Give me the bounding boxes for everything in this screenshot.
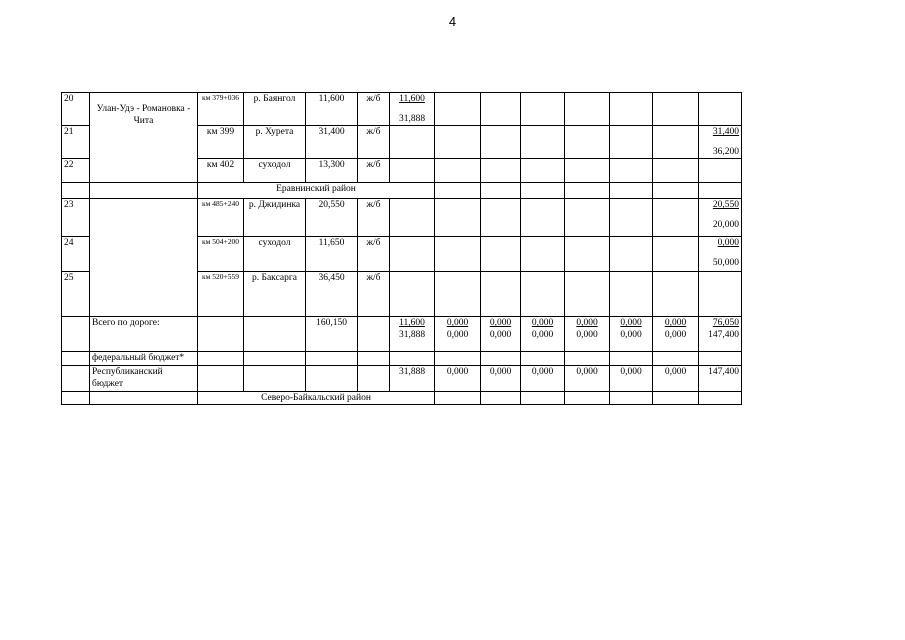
- table-row: [62, 199, 742, 237]
- total-value-top: 0,000: [531, 318, 554, 328]
- total-value-bottom: 0,000: [489, 330, 512, 340]
- km-mark: км 520+559: [202, 272, 239, 281]
- total-value-top: 0,000: [576, 318, 598, 328]
- length-value: 20,550: [306, 199, 358, 237]
- value-top: 0,000: [717, 238, 739, 248]
- total-value-top: 0,000: [489, 318, 512, 328]
- bridge-type: ж/б: [358, 272, 390, 317]
- republic-budget-row: [62, 366, 742, 392]
- km-mark: км 485+240: [202, 199, 239, 208]
- republic-value: 0,000: [565, 366, 610, 392]
- total-value-top: 11,600: [399, 318, 425, 328]
- value-bottom: 20,000: [712, 220, 739, 230]
- page-number: 4: [448, 14, 457, 29]
- object-name: р. Джидинка: [244, 199, 306, 237]
- object-name: р. Хурета: [244, 126, 306, 159]
- total-row: [62, 317, 742, 352]
- row-number: 25: [62, 272, 90, 317]
- row-number: 20: [62, 93, 90, 126]
- total-value-top: 0,000: [620, 318, 642, 328]
- district-title: Северо-Байкальский район: [198, 392, 435, 405]
- total-label: Всего по дороге:: [90, 317, 198, 352]
- length-value: 31,400: [306, 126, 358, 159]
- republic-value: 0,000: [435, 366, 481, 392]
- republic-value: 0,000: [481, 366, 521, 392]
- total-value-top: 0,000: [446, 318, 469, 328]
- total-value-bottom: 0,000: [446, 330, 469, 340]
- length-value: 13,300: [306, 159, 358, 183]
- length-value: 36,450: [306, 272, 358, 317]
- total-value-bottom: 147,400: [708, 330, 739, 340]
- total-value-top: 76,050: [712, 318, 739, 328]
- district-row: [62, 392, 742, 405]
- district-row: [62, 183, 742, 199]
- row-number: 22: [62, 159, 90, 183]
- bridges-table: [61, 92, 742, 405]
- object-name: суходол: [244, 159, 306, 183]
- republic-value: 0,000: [521, 366, 565, 392]
- row-number: 23: [62, 199, 90, 237]
- republic-value: 147,400: [699, 366, 742, 392]
- republic-value: 0,000: [610, 366, 653, 392]
- km-mark: км 504+200: [202, 237, 239, 246]
- value-top: 31,400: [712, 127, 739, 137]
- table-row: [62, 93, 742, 126]
- value-top: 20,550: [712, 200, 739, 210]
- total-value-bottom: 0,000: [664, 330, 687, 340]
- district-title: Еравнинский район: [198, 183, 435, 199]
- republic-label: Республиканский бюджет: [90, 366, 198, 392]
- total-value-top: 0,000: [664, 318, 687, 328]
- value-bottom: 36,200: [712, 147, 739, 157]
- value-top: 11,600: [399, 94, 425, 104]
- total-value-bottom: 31,888: [398, 330, 426, 340]
- km-mark: км 402: [198, 159, 244, 183]
- republic-value: 31,888: [390, 366, 435, 392]
- bridge-type: ж/б: [358, 126, 390, 159]
- length-value: 11,600: [306, 93, 358, 126]
- object-name: суходол: [244, 237, 306, 272]
- value-bottom: 50,000: [712, 258, 739, 268]
- federal-label: федеральный бюджет*: [90, 352, 198, 366]
- bridge-type: ж/б: [358, 237, 390, 272]
- republic-value: 0,000: [653, 366, 699, 392]
- bridge-type: ж/б: [358, 93, 390, 126]
- row-number: 24: [62, 237, 90, 272]
- total-value-bottom: 0,000: [531, 330, 554, 340]
- road-name: Улан-Удэ - Романовка - Чита: [90, 93, 198, 183]
- object-name: р. Баянгол: [244, 93, 306, 126]
- value-bottom: 31,888: [398, 114, 426, 124]
- km-mark: км 399: [198, 126, 244, 159]
- federal-budget-row: [62, 352, 742, 366]
- bridge-type: ж/б: [358, 159, 390, 183]
- bridge-type: ж/б: [358, 199, 390, 237]
- length-value: 11,650: [306, 237, 358, 272]
- total-value-bottom: 0,000: [620, 330, 642, 340]
- total-value-bottom: 0,000: [576, 330, 598, 340]
- km-mark: км 379+036: [202, 93, 239, 102]
- object-name: р. Баксарга: [244, 272, 306, 317]
- total-length: 160,150: [306, 317, 358, 352]
- row-number: 21: [62, 126, 90, 159]
